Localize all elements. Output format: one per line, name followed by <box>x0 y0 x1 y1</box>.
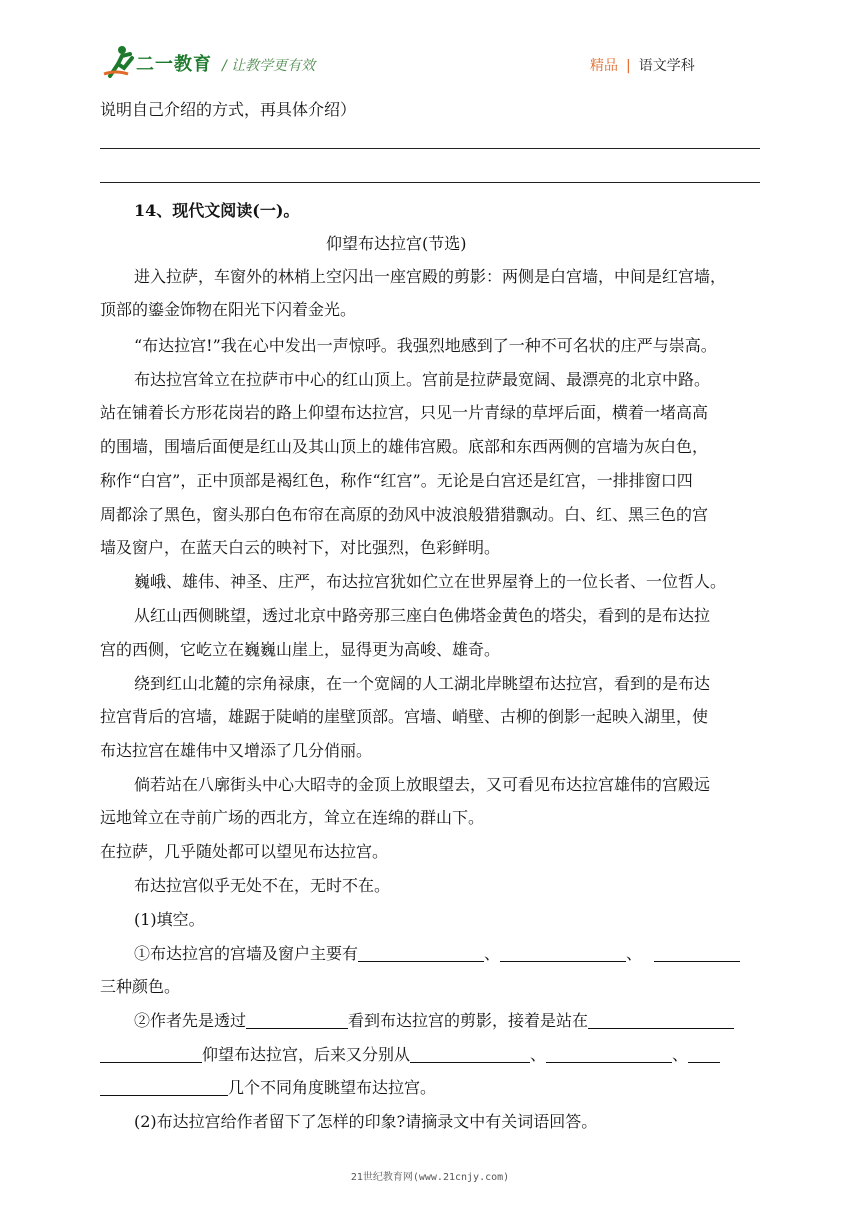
paragraph-line: 宫的西侧，它屹立在巍巍山崖上，显得更为高峻、雄奇。 <box>100 640 501 659</box>
answer-blank[interactable] <box>100 1046 202 1063</box>
logo <box>102 44 222 84</box>
paragraph-line: 称作“白宫”，正中顶部是褐红色，称作“红宫”。无论是白宫还是红宫，一排排窗口四 <box>100 471 693 490</box>
intro-line: 说明自己介绍的方式，再具体介绍） <box>100 100 357 119</box>
paragraph-line: 周都涂了黑色，窗头那白色布帘在高原的劲风中波浪般猎猎飘动。白、红、黑三色的宫 <box>100 505 709 524</box>
answer-blank[interactable] <box>588 1012 734 1029</box>
paragraph-line: 顶部的鎏金饰物在阳光下闪着金光。 <box>100 300 357 319</box>
question-1b-cont <box>100 1045 720 1065</box>
paragraph-line: 巍峨、雄伟、神圣、庄严，布达拉宫犹如伫立在世界屋脊上的一位长者、一位哲人。 <box>134 572 727 591</box>
separator: 、 <box>530 1045 547 1064</box>
separator: 、 <box>484 944 501 963</box>
paragraph-line: 进入拉萨，车窗外的林梢上空闪出一座宫殿的剪影：两侧是白宫墙，中间是红宫墙， <box>134 267 727 286</box>
separator: 、 <box>672 1045 689 1064</box>
subject-tag <box>590 55 695 75</box>
question-2: (2)布达拉宫给作者留下了怎样的印象?请摘录文中有关词语回答。 <box>134 1112 598 1131</box>
question-1-label: (1)填空。 <box>134 910 205 929</box>
question-1b-mid2: 仰望布达拉宫，后来又分别从 <box>202 1045 411 1064</box>
paragraph-line: 的围墙，围墙后面便是红山及其山顶上的雄伟宫殿。底部和东西两侧的宫墙为灰白色， <box>100 437 709 456</box>
paragraph-line: 在拉萨，几乎随处都可以望见布达拉宫。 <box>100 842 389 861</box>
logo-text: 二一教育 <box>136 54 212 75</box>
page-header <box>0 0 860 90</box>
paragraph-line: 绕到红山北麓的宗角禄康，在一个宽阔的人工湖北岸眺望布达拉宫，看到的是布达 <box>134 674 711 693</box>
answer-blank[interactable] <box>246 1012 348 1029</box>
paragraph-line: 倘若站在八廓街头中心大昭寺的金顶上放眼望去，又可看见布达拉宫雄伟的宫殿远 <box>134 775 711 794</box>
separator: 、 <box>626 944 643 963</box>
paragraph-line: 站在铺着长方形花岗岩的路上仰望布达拉宫，只见一片青绿的草坪后面，横着一堵高高 <box>100 403 709 422</box>
paragraph-line: 布达拉宫似乎无处不在，无时不在。 <box>134 876 391 895</box>
question-1a-prefix: ①布达拉宫的宫墙及窗户主要有 <box>134 944 359 963</box>
question-1b-end <box>100 1078 436 1098</box>
answer-blank[interactable] <box>358 945 484 962</box>
quality-tag: 精品 <box>590 58 618 74</box>
paragraph-line: 布达拉宫耸立在拉萨市中心的红山顶上。宫前是拉萨最宽阔、最漂亮的北京中路。 <box>134 370 711 389</box>
paragraph-line: 墙及窗户，在蓝天白云的映衬下，对比强烈，色彩鲜明。 <box>100 538 501 557</box>
page-footer: 21世纪教育网(www.21cnjy.com) <box>350 1172 510 1183</box>
answer-blank[interactable] <box>546 1046 672 1063</box>
passage-title: 仰望布达拉宫(节选) <box>326 234 467 253</box>
question-1b-mid1: 看到布达拉宫的剪影，接着是站在 <box>348 1011 589 1030</box>
subject-label: 语文学科 <box>638 58 695 74</box>
answer-blank[interactable] <box>410 1046 530 1063</box>
question-1b-end-text: 几个不同角度眺望布达拉宫。 <box>228 1078 437 1097</box>
question-1b <box>134 1011 734 1031</box>
paragraph-line: 远地耸立在寺前广场的西北方，耸立在连绵的群山下。 <box>100 808 485 827</box>
answer-line[interactable] <box>100 182 760 183</box>
paragraph-line: 从红山西侧眺望，透过北京中路旁那三座白色佛塔金黄色的塔尖，看到的是布达拉 <box>134 606 711 625</box>
paragraph-line: 拉宫背后的宫墙，雄踞于陡峭的崖壁顶部。宫墙、峭壁、古柳的倒影一起映入湖里，使 <box>100 707 709 726</box>
answer-blank[interactable] <box>654 945 740 962</box>
tag-separator: | <box>626 58 631 74</box>
answer-blank[interactable] <box>500 945 626 962</box>
question-1a-suffix: 三种颜色。 <box>100 977 181 996</box>
answer-line[interactable] <box>100 148 760 149</box>
section-title: 14、现代文阅读(一)。 <box>134 201 300 220</box>
answer-blank[interactable] <box>688 1046 720 1063</box>
question-1a <box>134 944 740 964</box>
paragraph-line: “布达拉宫!”我在心中发出一声惊呼。我强烈地感到了一种不可名状的庄严与崇高。 <box>134 336 717 355</box>
question-1b-prefix: ②作者先是透过 <box>134 1011 247 1030</box>
answer-blank[interactable] <box>100 1079 228 1096</box>
paragraph-line: 布达拉宫在雄伟中又增添了几分俏丽。 <box>100 741 373 760</box>
slogan: / 让教学更有效 <box>222 58 316 74</box>
